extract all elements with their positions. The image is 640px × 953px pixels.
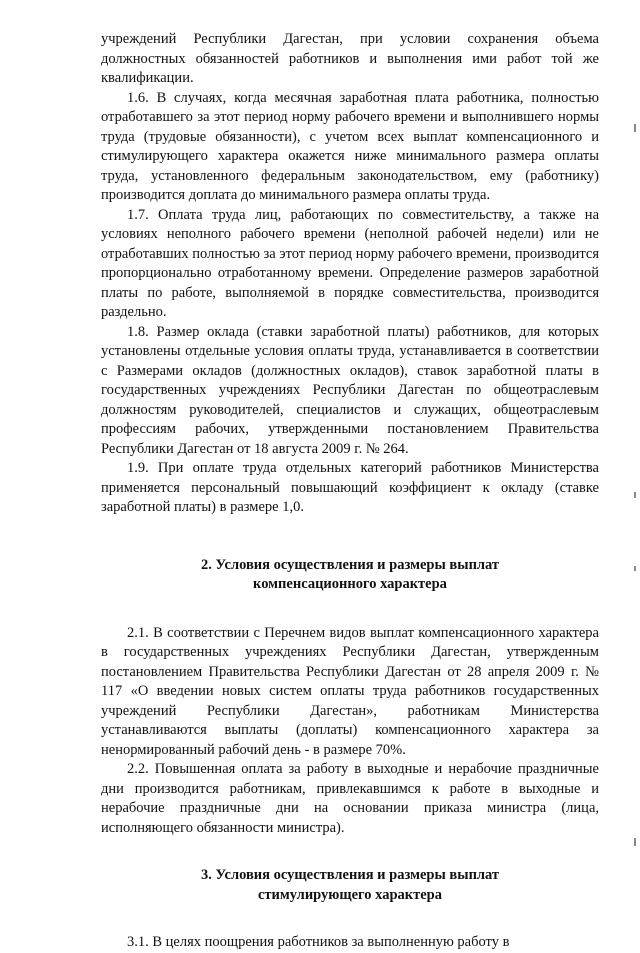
paragraph-1-8: 1.8. Размер оклада (ставки заработной платы) работников, для которых установлены отдельные условия оплаты труда, устанавливается в соответствии с Размерами окладов (должностных окладов), ставок заработной платы в государственных учреждениях Республики Дагестан по общеотраслевым должностям руководителей, специалистов и служащих, общеотраслевым профессиям рабочих, утвержденными постановлением Правительства Республики Дагестан от 18 августа 2009 г. № 264. [101,323,599,457]
paragraph-2-2: 2.2. Повышенная оплата за работу в выходные и нерабочие праздничные дни производится работникам, привлекавшимся к работе в выходные и нерабочие праздничные дни на основании приказа министра (лица, исполняющего обязанности министра). [101,761,599,836]
paragraph-2-1: 2.1. В соответствии с Перечнем видов выплат компенсационного характера в государственных учреждениях Республики Дагестан, утвержденным постановлением Правительства Республики Дагестан от 28 апреля 2009 г. № 117 «О введении новых систем оплаты труда работников государственных учреждений Республики Дагестан», работникам Министерства устанавливаются выплаты (доплаты) компенсационного характера за ненормированный рабочий день - в размере 70%. [101,624,599,758]
section-2-heading [101,556,599,595]
section-3-heading [101,866,599,905]
continuation-paragraph: учреждений Республики Дагестан, при условии сохранения объема должностных обязанностей работников и выполнения ими работ той же квалификации. [101,31,599,86]
section-3-heading-line1: 3. Условия осуществления и размеры выплат [200,867,500,883]
scan-edge-mark [634,124,636,132]
document-page [101,30,599,953]
section-2-heading-line1: 2. Условия осуществления и размеры выплат [200,556,500,573]
scan-edge-mark [634,492,636,498]
paragraph-1-6: 1.6. В случаях, когда месячная заработная плата работника, полностью отработавшего за этот период норму рабочего времени и выполнившего нормы труда (трудовые обязанности), с учетом всех выплат компенсационного и стимулирующего характера окажется ниже минимального размера оплаты труда, установленного федеральным законодательством, ему (работнику) производится доплата до минимального размера оплаты труда. [101,89,599,203]
paragraph-3-1: 3.1. В целях поощрения работников за выполненную работу в [127,934,510,950]
section-3-heading-line2: стимулирующего характера [258,886,442,903]
paragraph-1-9: 1.9. При оплате труда отдельных категорий работников Министерства применяется персональный повышающий коэффициент к окладу (ставке заработной платы) в размере 1,0. [101,460,599,515]
scan-edge-mark [634,566,636,571]
paragraph-1-7: 1.7. Оплата труда лиц, работающих по совместительству, а также на условиях неполного рабочего времени (неполной рабочей недели) или не отработавших полностью за этот период норму рабочего времени, производится пропорционально отработанному времени. Определение размеров заработной платы по работе, выполняемой в порядке совместительства, производится раздельно. [101,206,599,320]
section-2-heading-line2: компенсационного характера [253,576,447,592]
scan-edge-mark [634,838,636,846]
